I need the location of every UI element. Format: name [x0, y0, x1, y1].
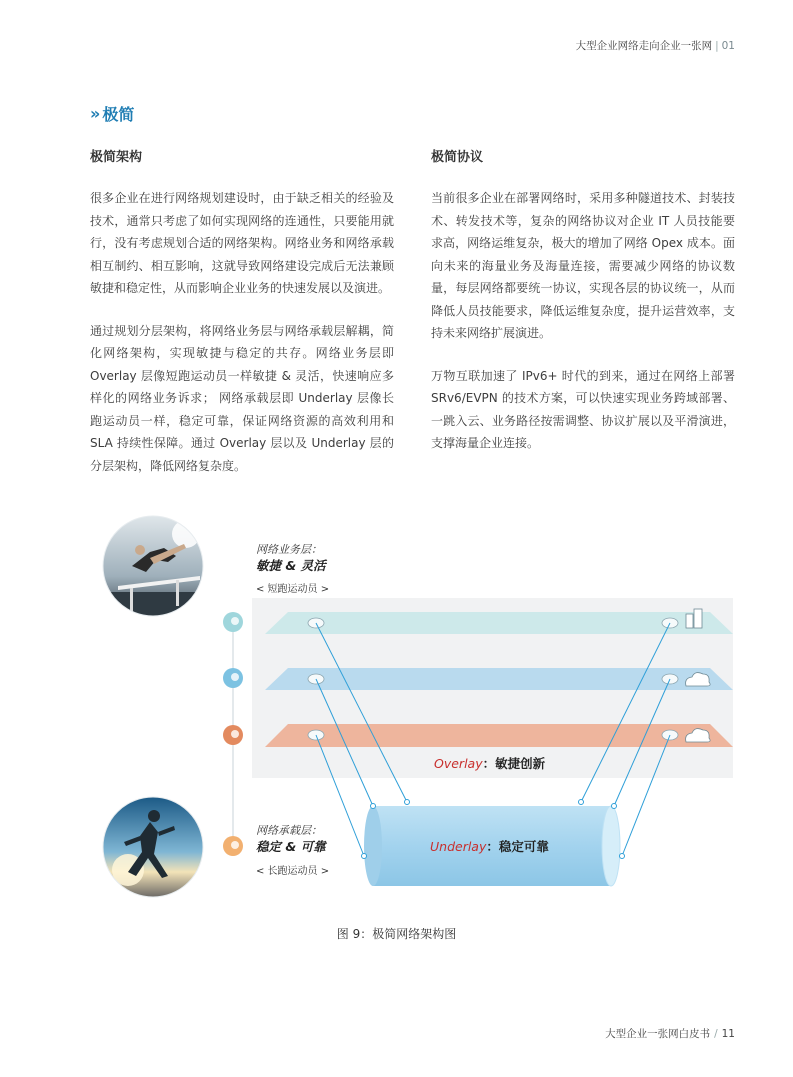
overlay-text: ：敏捷创新 — [482, 756, 546, 771]
head-icon-2 — [223, 668, 243, 688]
top-layer-label: 网络业务层： — [256, 543, 322, 556]
page-footer — [605, 1026, 735, 1041]
footer-title: 大型企业一张网白皮书 — [605, 1028, 711, 1040]
figure-caption: 图 9：极简网络架构图 — [336, 927, 457, 941]
header-page-number: 01 — [721, 40, 735, 52]
overlay-caption — [434, 756, 546, 771]
footer-separator: / — [714, 1028, 718, 1040]
bottom-layer-subtitle: 稳定 & 可靠 — [256, 839, 326, 854]
head-icon-3 — [223, 725, 243, 745]
left-column — [90, 146, 394, 497]
architecture-diagram — [0, 510, 793, 930]
section-title-text: 极简 — [102, 105, 135, 124]
footer-page-number: 11 — [721, 1028, 735, 1040]
right-paragraph-1: 当前很多企业在部署网络时，采用多种隧道技术、封装技术、转发技术等，复杂的网络协议对企业 IT 人员技能要求高，网络运维复杂，极大的增加了网络 Opex 成本。面向未来的海量业务及海量连接，需要减少网络的协议数量，每层网络都要统一协议，实现各层的协议统一，从而降低人员技能要求，降低运维复杂度，提升运营效率，支持未来网络扩展演进。 — [431, 191, 735, 340]
header-title: 大型企业网络走向企业一张网 — [575, 40, 713, 52]
right-column-heading: 极简协议 — [431, 150, 484, 165]
right-paragraph-2: 万物互联加速了 IPv6+ 时代的到来，通过在网络上部署 SRv6/EVPN 的技术方案，可以快速实现业务跨域部署、一跳入云、业务路径按需调整、协议扩展以及平滑演进，支撑海量企业连接。 — [431, 368, 735, 450]
sprinter-photo — [103, 516, 203, 616]
runner-photo — [103, 797, 203, 897]
bottom-layer-note: < 长跑运动员 > — [256, 866, 330, 877]
left-paragraph-2: 通过规划分层架构，将网络业务层与网络承载层解耦，简化网络架构，实现敏捷与稳定的共存。网络业务层即 Overlay 层像短跑运动员一样敏捷 & 灵活，快速响应多样化的网络业务诉求； 网络承载层即 Underlay 层像长跑运动员一样，稳定可靠，保证网络资源的高效利用和 SLA 持续性保障。通过 Overlay 层以及 Underlay 层的分层架构，降低网络复杂度。 — [90, 323, 394, 473]
architecture-diagram-svg — [0, 510, 793, 930]
overlay-keyword: Overlay — [434, 756, 483, 771]
section-title — [90, 102, 134, 125]
underlay-text: ：稳定可靠 — [486, 839, 549, 854]
page-header — [576, 38, 735, 53]
left-paragraph-1: 很多企业在进行网络规划建设时，由于缺乏相关的经验及技术，通常只考虑了如何实现网络的连通性，只要能用就行，没有考虑规划合适的网络架构。网络业务和网络承载相互制约、相互影响，这就导致网络建设完成后无法兼顾敏捷和稳定性，从而影响企业业务的快速发展以及演进。 — [90, 191, 394, 295]
head-icon-1 — [223, 612, 243, 632]
top-layer-subtitle: 敏捷 & 灵活 — [256, 558, 326, 573]
right-column — [431, 146, 735, 475]
head-icon-4 — [223, 836, 243, 856]
header-separator: | — [715, 40, 719, 52]
bottom-layer-label: 网络承载层： — [256, 824, 322, 837]
underlay-keyword: Underlay — [430, 839, 487, 854]
underlay-caption — [430, 839, 549, 854]
left-column-heading: 极简架构 — [90, 150, 143, 165]
double-chevron-icon: » — [90, 104, 97, 123]
top-layer-note: < 短跑运动员 > — [256, 584, 330, 595]
